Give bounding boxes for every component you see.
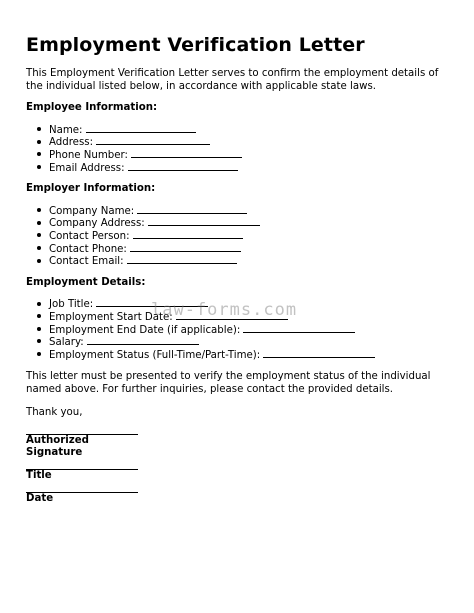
name-blank[interactable]	[86, 124, 196, 133]
field-label: Employment Status (Full-Time/Part-Time):	[49, 349, 261, 361]
contact-email-blank[interactable]	[127, 255, 237, 264]
employment-status-blank[interactable]	[263, 349, 375, 358]
field-label: Name:	[49, 124, 83, 136]
list-item	[49, 255, 446, 268]
list-item	[49, 243, 446, 256]
list-item	[49, 205, 446, 218]
signature-block	[26, 434, 446, 505]
employment-details-heading: Employment Details:	[26, 276, 146, 288]
contact-phone-blank[interactable]	[130, 243, 241, 252]
company-address-blank[interactable]	[148, 217, 260, 226]
field-label: Email Address:	[49, 162, 125, 174]
field-label: Phone Number:	[49, 149, 128, 161]
employment-details-list	[26, 298, 446, 361]
job-title-blank[interactable]	[96, 298, 208, 307]
end-date-blank[interactable]	[243, 324, 355, 333]
field-label: Employment End Date (if applicable):	[49, 324, 241, 336]
intro-paragraph: This Employment Verification Letter serves to confirm the employment details of the individual listed below, in accordance with applicable state laws.	[26, 68, 439, 92]
field-label: Company Name:	[49, 205, 135, 217]
watermark-text: law-forms.com	[151, 300, 298, 320]
authorized-signature-line[interactable]: Authorized Signature	[26, 434, 138, 459]
employee-info-list	[26, 124, 446, 174]
start-date-blank[interactable]	[176, 311, 288, 320]
address-blank[interactable]	[96, 136, 210, 145]
document-title: Employment Verification Letter	[26, 34, 365, 56]
closing-paragraph: This letter must be presented to verify the employment status of the individual named above. For further inquiries, please contact the provided details.	[26, 371, 431, 395]
field-label: Salary:	[49, 337, 84, 349]
employer-info-list	[26, 205, 446, 268]
list-item	[49, 149, 446, 162]
salary-blank[interactable]	[87, 336, 199, 345]
list-item	[49, 324, 446, 337]
company-name-blank[interactable]	[137, 205, 247, 214]
list-item	[49, 217, 446, 230]
field-label: Company Address:	[49, 218, 145, 230]
list-item	[49, 124, 446, 137]
list-item	[49, 136, 446, 149]
list-item	[49, 311, 446, 324]
field-label: Contact Person:	[49, 230, 130, 242]
field-label: Job Title:	[49, 299, 94, 311]
list-item	[49, 349, 446, 362]
phone-number-blank[interactable]	[131, 149, 242, 158]
field-label: Address:	[49, 137, 94, 149]
employer-info-heading: Employer Information:	[26, 183, 156, 195]
date-line[interactable]: Date	[26, 492, 138, 505]
list-item	[49, 230, 446, 243]
field-label: Employment Start Date:	[49, 311, 173, 323]
list-item	[49, 162, 446, 175]
thanks-line: Thank you,	[26, 407, 83, 419]
field-label: Contact Email:	[49, 256, 124, 268]
list-item	[49, 298, 446, 311]
list-item	[49, 336, 446, 349]
contact-person-blank[interactable]	[133, 230, 243, 239]
email-address-blank[interactable]	[128, 162, 238, 171]
employee-info-heading: Employee Information:	[26, 102, 158, 114]
letter-document	[26, 33, 446, 515]
title-line[interactable]: Title	[26, 469, 138, 482]
field-label: Contact Phone:	[49, 243, 127, 255]
